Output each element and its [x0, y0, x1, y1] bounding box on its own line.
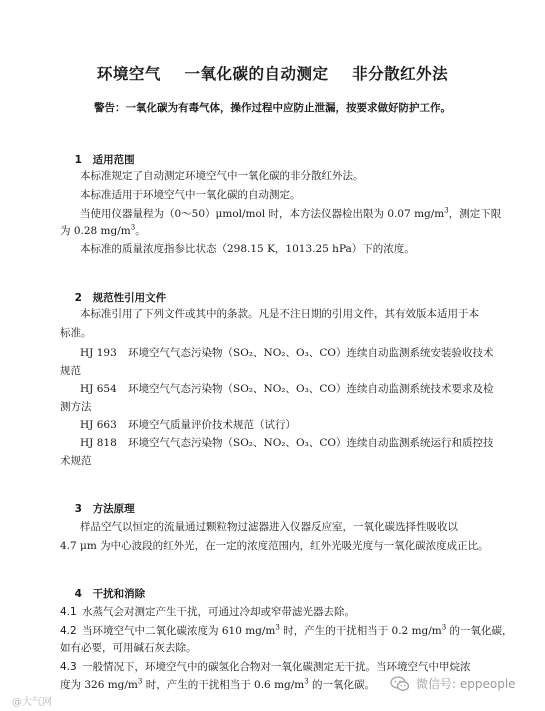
item-number: 4.1 [60, 606, 77, 618]
list-item: 4.1 水蒸气会对测定产生干扰，可通过冷却或窄带滤光器去除。 [60, 606, 355, 618]
reference-text: 环境空气气态污染物（SO₂、NO₂、O₃、CO）连续自动监测系统运行和质控技 [128, 437, 494, 449]
watermark-right [390, 675, 516, 692]
reference-text: 环境空气气态污染物（SO₂、NO₂、O₃、CO）连续自动监测系统技术要求及检 [128, 383, 494, 395]
reference-continued: 规范 [60, 365, 81, 377]
reference-text: 环境空气气态污染物（SO₂、NO₂、O₃、CO）连续自动监测系统安装验收技术 [128, 347, 494, 359]
paragraph: 本标准的质量浓度指参比状态（298.15 K，1013.25 hPa）下的浓度。 [80, 243, 415, 255]
reference-entry [80, 346, 493, 360]
section-number: 1 [74, 154, 82, 166]
reference-entry [80, 436, 493, 450]
reference-continued: 测方法 [60, 401, 92, 413]
paragraph-continued: 4.7 μm 为中心波段的红外光，在一定的浓度范围内，红外光吸光度与一氧化碳浓度成正比。 [60, 540, 489, 552]
reference-continued: 术规范 [60, 455, 92, 467]
paragraph: 本标准规定了自动测定环境空气中一氧化碳的非分散红外法。 [80, 170, 364, 182]
item-number: 4.2 [60, 625, 77, 637]
item-number: 4.3 [60, 661, 77, 673]
list-item-continued: 度为 326 $mg/m^3$ 时，产生的干扰相当于 0.6 $mg/m^3$ 的一氧化碳。 [60, 677, 376, 691]
section-number: 2 [74, 292, 82, 304]
paragraph-continued: 为 0.28 $mg/m^3$。 [60, 223, 146, 237]
reference-entry [80, 418, 296, 432]
reference-code: HJ 818 [80, 437, 117, 449]
paragraph: 当使用仪器量程为（0～50）μmol/mol 时，本方法仪器检出限为 0.07 $mg/m^3$，测定下限 [80, 206, 502, 220]
reference-code: HJ 654 [80, 383, 117, 395]
watermark-left: @大气网 [12, 697, 52, 708]
section-number: 3 [74, 503, 82, 515]
warning-text: 警告：一氧化碳为有毒气体，操作过程中应防止泄漏，按要求做好防护工作。 [94, 102, 451, 114]
reference-entry [80, 382, 493, 396]
section-number: 4 [74, 588, 82, 600]
list-item: 4.3 一般情况下，环境空气中的碳氢化合物对一氧化碳测定无干扰。当环境空气中甲烷浓 [60, 661, 471, 673]
reference-text: 环境空气质量评价技术规范（试行） [128, 419, 296, 431]
wechat-icon [390, 676, 410, 692]
list-item-continued: 如有必要，可用碱石灰去除。 [60, 642, 197, 654]
section-title: 规范性引用文件 [92, 292, 167, 304]
section-title: 干扰和消除 [92, 588, 146, 600]
paragraph: 样品空气以恒定的流量通过颗粒物过滤器进入仪器反应室，一氧化碳选择性吸收以 [80, 521, 458, 533]
reference-code: HJ 663 [80, 419, 117, 431]
paragraph: 本标准适用于环境空气中一氧化碳的自动测定。 [80, 189, 301, 201]
document-title: 环境空气 一氧化碳的自动测定 非分散红外法 [96, 65, 449, 83]
section-title: 方法原理 [92, 503, 135, 515]
paragraph-continued: 标准。 [60, 327, 92, 339]
paragraph: 本标准引用了下列文件或其中的条款。凡是不注日期的引用文件，其有效版本适用于本 [80, 308, 479, 320]
watermark-text: 微信号: eppeople [416, 677, 516, 691]
reference-code: HJ 193 [80, 347, 117, 359]
list-item: 4.2 当环境空气中二氧化碳浓度为 610 $mg/m^3$ 时，产生的干扰相当于 0.2 $mg/m^3$ 的一氧化碳， [60, 623, 513, 637]
section-title: 适用范围 [92, 154, 135, 166]
